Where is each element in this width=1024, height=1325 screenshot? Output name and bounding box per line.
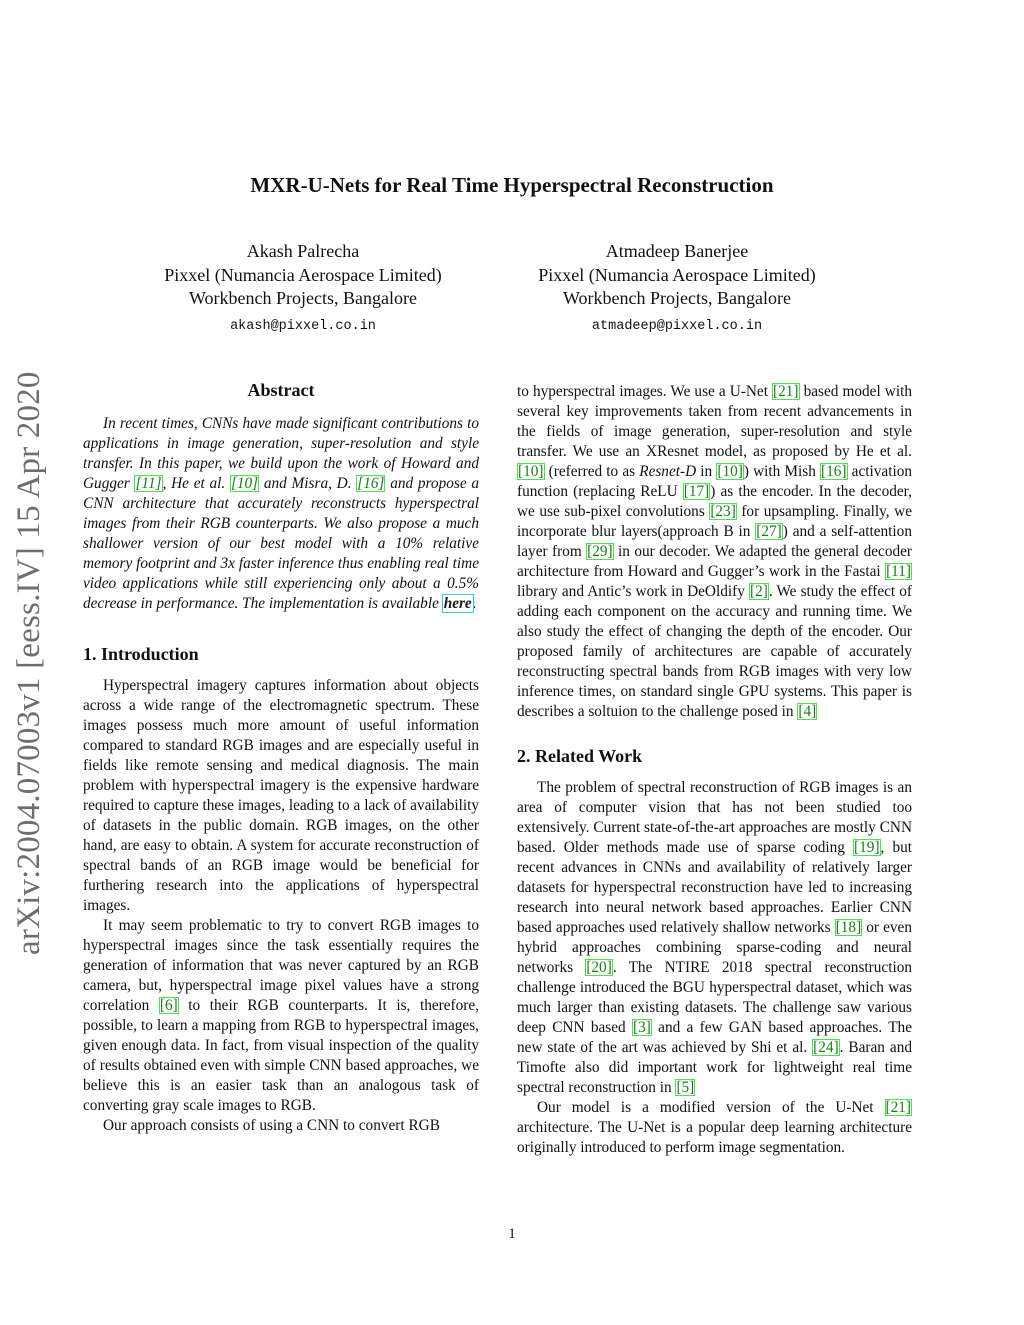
citation-link[interactable]: [5] <box>676 1079 695 1096</box>
citation-link[interactable]: [21] <box>885 1099 911 1116</box>
author-email: akash@pixxel.co.in <box>230 318 376 334</box>
author-location: Workbench Projects, Bangalore <box>189 288 417 308</box>
author-name: Atmadeep Banerjee <box>605 241 749 261</box>
citation-link[interactable]: [10] <box>717 463 743 480</box>
paragraph: Our model is a modified version of the U-Net [21] architecture. The U-Net is a popular deep learning architecture originally introduced to perform image segmentation. <box>517 1099 912 1156</box>
abstract-text: In recent times, CNNs have made significant contributions to applications in image generation, super-resolution and style transfer. In this paper, we build upon the work of Howard and Gugger [11], He et al. [10] and Misra, D. [16] and propose a CNN architecture that accurately reconstructs hyperspectral images from their RGB counterparts. We also propose a much shallower version of our best model with a 10% relative memory footprint and 3x faster inference thus enabling real time video applications while still experiencing only about a 0.5% decrease in performance. The implementation is available here. <box>83 415 480 612</box>
citation-link[interactable]: [27] <box>756 523 782 540</box>
author-email: atmadeep@pixxel.co.in <box>591 318 763 334</box>
citation-link[interactable]: [17] <box>683 483 710 500</box>
citation-link[interactable]: [3] <box>632 1019 651 1036</box>
author-location: Workbench Projects, Bangalore <box>563 288 791 308</box>
citation-link[interactable]: [18] <box>835 919 862 936</box>
author-block-1 <box>133 240 473 338</box>
left-column <box>83 378 479 1136</box>
paragraph: Hyperspectral imagery captures information about objects across a wide range of the electromagnetic spectrum. These images possess much more amount of useful information compared to standard RGB images and are especially useful in fields like remote sensing and medical diagnosis. The main problem with hyperspectral imagery is the expensive hardware required to capture these images, leading to a lack of availability of datasets in the public domain. RGB images, on the other hand, are easy to obtain. A system for accurate reconstruction of spectral bands of an RGB image would be beneficial for furthering research into the applications of hyperspectral images. <box>83 677 479 914</box>
citation-link[interactable]: [29] <box>587 543 613 560</box>
section-heading-introduction: 1. Introduction <box>83 644 199 664</box>
paragraph: Our approach consists of using a CNN to convert RGB <box>103 1117 440 1134</box>
paragraph: It may seem problematic to try to convert RGB images to hyperspectral images since the task essentially requires the generation of information that was never captured by an RGB camera, but, hyperspectral image pixel values have a strong correlation [6] to their RGB counterparts. It is, therefore, possible, to learn a mapping from RGB to hyperspectral images, given enough data. In fact, from visual inspection of the quality of results obtained even with simple CNN based approaches, we believe this is an easier task than an analogous task of converting gray scale images to RGB. <box>83 917 479 1114</box>
citation-link[interactable]: [10] <box>518 463 544 480</box>
citation-link[interactable]: [23] <box>710 503 736 520</box>
citation-link[interactable]: [21] <box>773 383 799 400</box>
citation-link[interactable]: [24] <box>813 1039 839 1056</box>
paragraph: to hyperspectral images. We use a U-Net [21] based model with several key improvements taken from recent advancements in the fields of image generation, super-resolution and style transfer. We use an XResnet model, as proposed by He et al. [10] (referred to as Resnet-D in [10]) with Mish [16] activation function (replacing ReLU [17]) as the encoder. In the decoder, we use sub-pixel convolutions [23] for upsampling. Finally, we incorporate blur layers(approach B in [27]) and a self-attention layer from [29] in our decoder. We adapted the general decoder architecture from Howard and Gugger’s work in the Fastai [11] library and Antic’s work in DeOldify [2]. We study the effect of adding each component on the accuracy and running time. We also study the effect of changing the depth of the encoder. Our proposed family of architectures are capable of accurately reconstructing spectral bands from RGB images with very low inference times, on standard single GPU systems. This paper is describes a soltuion to the challenge posed in [4] <box>517 383 913 720</box>
author-affiliation: Pixxel (Numancia Aerospace Limited) <box>538 264 816 285</box>
citation-link[interactable]: [11] <box>886 563 911 580</box>
arxiv-identifier: arXiv:2004.07003v1 [eess.IV] 15 Apr 2020 <box>11 371 47 955</box>
section-heading-related-work: 2. Related Work <box>517 746 643 766</box>
citation-link[interactable]: [10] <box>230 475 259 492</box>
citation-link[interactable]: [11] <box>135 475 162 492</box>
citation-link[interactable]: [16] <box>357 475 385 492</box>
citation-link[interactable]: [4] <box>798 703 817 720</box>
right-column <box>517 382 912 1158</box>
author-name: Akash Palrecha <box>246 241 360 261</box>
abstract-heading: Abstract <box>247 380 315 400</box>
citation-link[interactable]: [2] <box>749 583 768 600</box>
author-block-2 <box>507 240 847 338</box>
paper-title: MXR-U-Nets for Real Time Hyperspectral Reconstruction <box>250 173 774 197</box>
citation-link[interactable]: [19] <box>854 839 880 856</box>
implementation-link[interactable]: here <box>443 595 472 612</box>
page-number: 1 <box>508 1226 516 1242</box>
author-affiliation: Pixxel (Numancia Aerospace Limited) <box>164 264 442 285</box>
paragraph: The problem of spectral reconstruction of RGB images is an area of computer vision that has not been studied too extensively. Current state-of-the-art approaches are mostly CNN based. Older methods made use of sparse coding [19], but recent advances in CNNs and availability of relatively larger datasets for hyperspectral reconstruction have led to increasing research into neural network based approaches. Earlier CNN based approaches used relatively shallow networks [18] or even hybrid approaches combining sparse-coding and neural networks [20]. The NTIRE 2018 spectral reconstruction challenge introduced the BGU hyperspectral dataset, which was much larger than existing datasets. The challenge saw various deep CNN based [3] and a few GAN based approaches. The new state of the art was achieved by Shi et al. [24]. Baran and Timofte also did important work for lightweight real time spectral reconstruction in [5] <box>517 779 912 1096</box>
citation-link[interactable]: [16] <box>821 463 847 480</box>
citation-link[interactable]: [20] <box>586 959 612 976</box>
citation-link[interactable]: [6] <box>159 997 178 1014</box>
